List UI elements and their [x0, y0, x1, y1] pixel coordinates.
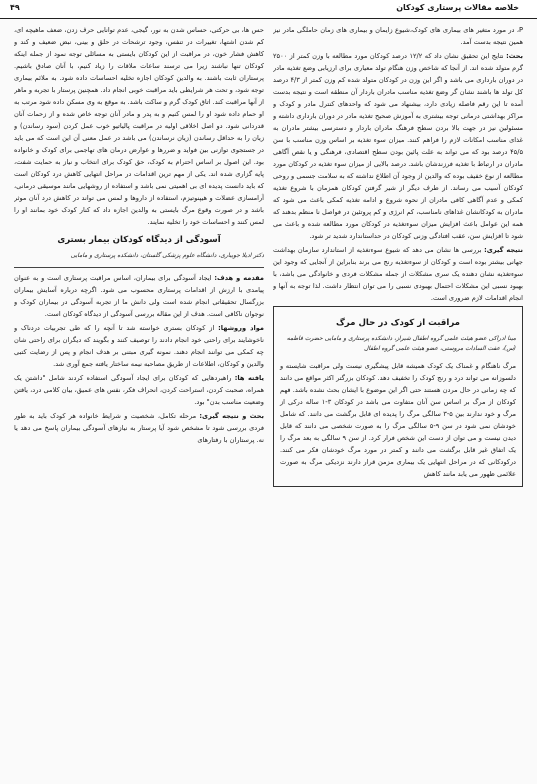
discussion-label: بحث: [506, 52, 523, 60]
page-header [0, 0, 537, 19]
comfort-methods-label: مواد وروشها: [218, 324, 264, 332]
comfort-conclusion-text: مرحله تکامل، شخصیت و شرایط خانواده هر کودک باید به طور فردی بررسی شود تا مشخص شود آیا پرستار به نیازهای آسودگی بیماران پاسخ می دهد یا نه. پرستاران با رفتارهای [14, 412, 264, 444]
discussion-text: نتایج این تحقیق نشان داد که ۱۲/۲ درصد کودکان مورد مطالعه با وزن کمتر از ۲۵۰۰ گرم متولد شده اند. از آنجا که شاخص وزن هنگام تولد معیاری برای ارزیابی وضع تغذیه مادر در دوران بارداری می باشد و اگر این وزن در کودکان متولد شده کم وزن کمتر از ۴/۳ درصد کل تولد ها باشند نشان گر وضع تغذیه مناسب مادران باردار آن منطقه است و نتیجه بدست آمده تا این رقم فاصله زیادی دارد، بیشنهاد می شود که واحدهای کنترل مادر و کودک و مراکز بهداشتی درمانی توجه بیشتری به آموزش صحیح تغذیه مادر در دوران بارداری داشته و مسئولین نیز در جهت بالا بردن سطح فرهنگ مادران باردار و دسترسی بیشتر مادران به غذای مناسب امکانات لازم را فراهم کنند. میزان سوء تغذیه بر اساس وزن مناسب با سن ۴۵/۵ درصد بود که می تواند به علت پائین بودن سطح اقتصادی، فرهنگی و یا نقص آگاهی مادران در ارتباط با تغذیه فرزندشان باشد. درصد بالایی از میزان سوء تغذیه در کودکان مورد مطالعه از نوع خفیف بوده که والدین از وجود آن اطلاع نداشته که به سلامت جسمی و روحی کودکان آسیب می رساند. از طرف دیگر از شیر گرفتن کودکان همزمان با شروع تغذیه کمکی و عدم آگاهی کافی مادران از نحوه شروع و ادامه تغذیه کمکی باعث می شود که مادران به کودکانشان غذاهای نامناسب، کم انرژی و کم پروتئین در فواصل نا منظم بدهند که همه این عوامل باعث افزایش میزان سوءتغذیه در کودکان مورد مطالعه شده و باعث می شود تا افزایش سن، عقب افتادگی وزنی کودکان در حداستاندارد شدید تر شود. [273, 52, 523, 240]
comfort-methods [14, 322, 264, 370]
dying-child-abstract-box [273, 306, 523, 487]
comfort-conclusion-label: بحث و نتیجه گیری: [199, 412, 264, 420]
comfort-findings [14, 372, 264, 408]
conclusion-text: بررسی ها نشان می دهد که شیوع سوءتغذیه از استاندارد سازمان بهداشت جهانی بیشتر بوده است و کودکان از سوءتغذیه رنج می برند بنابراین از آنجایی که وجود این سوءتغذیه نشان دهنده یک سری مشکلات از جمله مشکلات فردی و خانوادگی می باشد، با بهبود نسبی این مشکلات احتمال بهبودی نسبی را می توان انتظار داشت. لذا توجه به آنها و انجام اقدامات لازم ضروری است. [273, 246, 523, 302]
dying-child-authors: مینا ادراکی عضو هیئت علمی گروه اطفال شیراز، دانشکده پرستاری و مامایی حضرت فاطمه (س)، عفت السادات مروستی، عضو هیئت علمی گروه اطفال [286, 335, 516, 352]
divider [14, 267, 264, 268]
dying-child-body: مرگ ناهنگام و غمناک یک کودک همیشه قابل پیشگیری نیست ولی مراقبت شایسته و دلسوزانه می تواند درد و رنج کودک را تخفیف دهد. کودکان بزرگتر اکثر مواقع می دانند که چه زمانی در حال مردن هستند حتی اگر این موضوع با ایشان بحث نشده باشد. فهم کودکان از مرگ بر اساس سن آنان متفاوت می باشد در کودکان ۳-۱ ساله درکی از مرگ و خود ندارند بین ۵-۳ سالگی مرگ را پدیده ای قابل برگشت می دانند. که شامل خودشان نمی شود در سن ۹-۵ سالگی مرگ را به صورت شخصی می دانند که قابل دیدن نیست و می توان از دست این شخص فرار کرد. از سن ۹ سالگی به بعد مرگ را یک اتفاق غیر قابل برگشت می دانند و کمتر در مورد مرگ خودشان فکر می کنند. درکودکانی که در مراحل انتهایی یک بیماری مزمن قرار دارند نزدیکی مرگ به صورت علائمی ظهور می یابد مانند کاهش [280, 362, 517, 478]
left-column [14, 24, 264, 772]
right-column [273, 24, 523, 772]
comfort-authors: دکتر ادیلا جویباری، دانشگاه علوم پزشکی گلستان، دانشکده پرستاری و مامایی [70, 252, 264, 259]
comfort-intro [14, 272, 264, 320]
comfort-findings-label: یافته ها: [234, 374, 264, 382]
comfort-methods-text: از کودکان بستری خواسته شد تا آنچه را که طی تجربیات دردناک و ناخوشایند برای راحتی خود انجام دادند را توصیف کنند و بگویند که دیگران برای راحتی شان چه کمکی می توانند انجام دهند. نمونه گیری مبتنی بر هدف انجام و پس از رضایت کتبی والدین و کودکان، اطلاعات از طریق مصاحبه نیمه ساختار یافته جمع آوری شد. [14, 324, 264, 368]
intro-paragraph: P، در مورد متغیر های بیماری های کودک،شیوع زایمان و بیماری های زمان حاملگی مادر نیز همین نتیجه بدست آمد. [273, 26, 523, 46]
running-title: خلاصه مقالات پرستاری کودکان [396, 3, 519, 12]
discussion-paragraph [273, 50, 523, 242]
page-number: ۴۹ [10, 3, 20, 12]
continued-paragraph: حس ها، بی حرکتی، حساس شدن به نور، گیجی، عدم توانایی حرف زدن، ضعف ماهیچه ای، کم شدن اشتها، تغییرات در تنفس، وجود ترشحات در حلق و بینی، نبض ضعیف و کند و کاهش فشار خون، در مراقبت از این کودکان بایستی به مسائلی توجه نمود از جمله اینکه کودکان تنها نباشند زیرا می ترسند ساعات ملاقات را زیاد کنیم، با آنان صادق باشیم. پرستاران ثابت باشند. به والدین کودکان اجازه تخلیه احساسات داده شود. به ملائم بیماری توجه شود، و تحت هر شرایطی باید مراقبت خوبی انجام داد. همچنین پرستار با تجربه و ماهر از آنها مراقبت کند. اتاق کودک گرم و ساکت باشد. به موقع به وی مسکن داده شود مرتب به او حمام داده شود او را لمس کنیم و به پدر و مادر آنان توجه خاص شده و از زحمات آنان قدردانی شود. دو اصل اخلاقی اولیه در مراقبت پالیاتیو خوب عمل کردن (سود رساندن) و زیان را به حداقل رساندن (زیان نرساندن) می باشد در عمل معنی آن این است که می باید در جستجوی توازنی بین فواید و ضررها و عوارض درمان های تهاجمی برای کودک و خانواده بود. این اصول بر اساس احترام به کودک، حق کودک برای انتخاب و نیاز به حمایت شفت، پایه گزاری شده اند. یکی از مهم ترین اقدامات در مراحل انتهایی کاهش درد کودکان است که باید دانست پدیده ای بی اهمیتی نمی باشد و استفاده از روشهایی مانند موسیقی درمانی، آرامسازی عضلات و هیپنوتیزم، استفاده از داروها و لمس می تواند در کاهش درد آنان موثر باشد و در صورت وقوع مرگ بایستی به والدین اجازه داد که کنار کودک خود بمانند او را لمس کنند و احساسات خود را تخلیه نمایند. [14, 26, 264, 226]
comfort-intro-text: ایجاد آسودگی برای بیماران، اساس مراقبت پرستاری است و به عنوان پیامدی با ارزش از اقدامات پرستاری محسوب می شود. اگرچه درباره آسایش بیماران بزرگسال تحقیقاتی انجام شده است ولی دانش ما از تجربه آسودگی در بیماران کودک و نوجوان ناکافی است. هدف از این مقاله بررسی آسودگی از دیدگاه کودکان است. [14, 274, 264, 318]
comfort-heading: آسودگی از دیدگاه کودکان بیمار بستری [57, 235, 221, 245]
comfort-findings-text: راهبردهایی که کودکان برای ایجاد آسودگی استفاده کردند شامل "داشتن یک همراه، صحبت کردن، استراحت کردن، انحراف فکر، نفس های عمیق، بیان کلامی درد، یافتن وضعیت مناسب بدن" بود. [14, 374, 264, 406]
dying-child-heading: مراقبت از کودک در حال مرگ [336, 318, 460, 328]
conclusion-paragraph [273, 244, 523, 304]
comfort-intro-label: مقدمه و هدف: [214, 274, 264, 282]
comfort-conclusion [14, 410, 264, 446]
conclusion-label: نتیجه گیری: [484, 246, 523, 254]
